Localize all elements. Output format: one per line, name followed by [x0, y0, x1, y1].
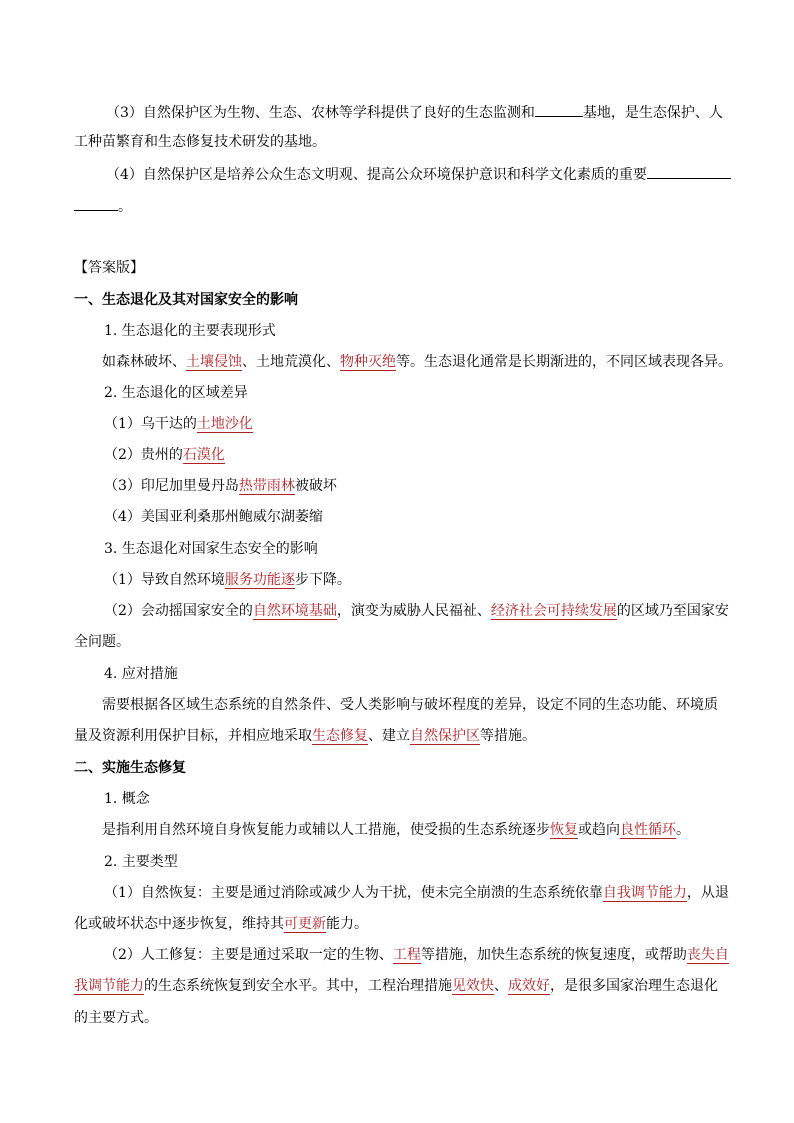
- question-4-line-2: 。: [74, 196, 132, 217]
- answer-text: 可更新: [284, 916, 326, 932]
- question-3-line-1: （3）自然保护区为生物、生态、农林等学科提供了良好的生态监测和 基地，是生态保护、人: [106, 102, 723, 123]
- section-2-sub-2-item-2-line-1: （2）人工修复：主要是通过采取一定的生物、工程等措施，加快生态系统的恢复速度，或帮助丧失自: [104, 947, 729, 963]
- answer-text: 自然环境基础: [252, 603, 337, 619]
- section-2-title: 二、实施生态修复: [74, 760, 186, 776]
- answer-text: 经济社会可持续发展: [490, 603, 617, 619]
- fill-blank: [535, 102, 583, 117]
- section-2-sub-2-item-1-line-2: 化或破坏状态中逐步恢复，维持其可更新能力。: [74, 916, 368, 932]
- answer-text: 工程: [392, 947, 421, 963]
- answer-text: 石漠化: [182, 447, 225, 463]
- section-1-sub-3-item-2-line-2: 全问题。: [74, 634, 130, 650]
- answer-text: 服务功能逐: [224, 572, 295, 588]
- section-1-sub-2-item-2: （2）贵州的石漠化: [104, 447, 225, 463]
- answer-text: 物种灭绝: [340, 354, 396, 370]
- answer-text: 丧失自: [686, 947, 729, 963]
- answer-text: 我调节能力: [74, 978, 144, 994]
- section-2-sub-1-text: 是指利用自然环境自身恢复能力或辅以人工措施，使受损的生态系统逐步恢复或趋向良性循环。: [102, 822, 690, 838]
- answer-text: 良性循环: [620, 822, 676, 838]
- section-2-sub-2-title: 2. 主要类型: [104, 854, 178, 870]
- answer-text: 成效好: [508, 978, 550, 994]
- answer-text: 恢复: [550, 822, 578, 838]
- section-1-sub-1-text: 如森林破坏、土壤侵蚀、土地荒漠化、物种灭绝等。生态退化通常是长期渐进的，不同区域表现各异。: [102, 354, 732, 370]
- answer-text: 自我调节能力: [602, 885, 687, 901]
- section-1-sub-4-line-2: 量及资源利用保护目标，并相应地采取生态修复、建立自然保护区等措施。: [74, 728, 536, 744]
- section-1-title: 一、生态退化及其对国家安全的影响: [74, 292, 298, 308]
- section-1-sub-2-item-4: （4）美国亚利桑那州鲍威尔湖萎缩: [104, 509, 323, 525]
- section-1-sub-3-item-1: （1）导致自然环境服务功能逐步下降。: [104, 572, 351, 588]
- question-3-line-2: 工种苗繁育和生态修复技术研发的基地。: [74, 134, 326, 150]
- section-1-sub-3-title: 3. 生态退化对国家生态安全的影响: [104, 541, 318, 557]
- answer-text: 生态修复: [312, 728, 368, 744]
- section-2-sub-1-title: 1. 概念: [104, 791, 150, 807]
- section-2-sub-2-item-2-line-3: 的主要方式。: [74, 1010, 158, 1026]
- question-4-line-1: （4）自然保护区是培养公众生态文明观、提高公众环境保护意识和科学文化素质的重要: [106, 164, 731, 185]
- section-1-sub-1-title: 1. 生态退化的主要表现形式: [104, 323, 276, 339]
- section-1-sub-2-title: 2. 生态退化的区域差异: [104, 385, 248, 401]
- fill-blank: [647, 164, 731, 179]
- fill-blank: [74, 196, 118, 211]
- section-2-sub-2-item-2-line-2: 我调节能力的生态系统恢复到安全水平。其中，工程治理措施见效快、成效好，是很多国家治理生态退化: [74, 978, 718, 994]
- answer-text: 土地沙化: [196, 416, 253, 432]
- section-1-sub-2-item-3: （3）印尼加里曼丹岛热带雨林被破坏: [104, 478, 337, 494]
- section-1-sub-3-item-2: （2）会动摇国家安全的自然环境基础，演变为威胁人民福祉、经济社会可持续发展的区域乃至国家安: [104, 603, 729, 619]
- answer-text: 土壤侵蚀: [186, 354, 242, 370]
- section-2-sub-2-item-1-line-1: （1）自然恢复：主要是通过消除或减少人为干扰，使未完全崩溃的生态系统依靠自我调节能力，从退: [104, 885, 729, 901]
- section-1-sub-4-line-1: 需要根据各区域生态系统的自然条件、受人类影响与破坏程度的差异，设定不同的生态功能、环境质: [102, 697, 718, 713]
- answer-version-header: 【答案版】: [74, 260, 144, 276]
- section-1-sub-4-title: 4. 应对措施: [104, 666, 178, 682]
- answer-text: 热带雨林: [238, 478, 295, 494]
- section-1-sub-2-item-1: （1）乌干达的土地沙化: [104, 416, 253, 432]
- answer-text: 见效快: [452, 978, 494, 994]
- answer-text: 自然保护区: [410, 728, 480, 744]
